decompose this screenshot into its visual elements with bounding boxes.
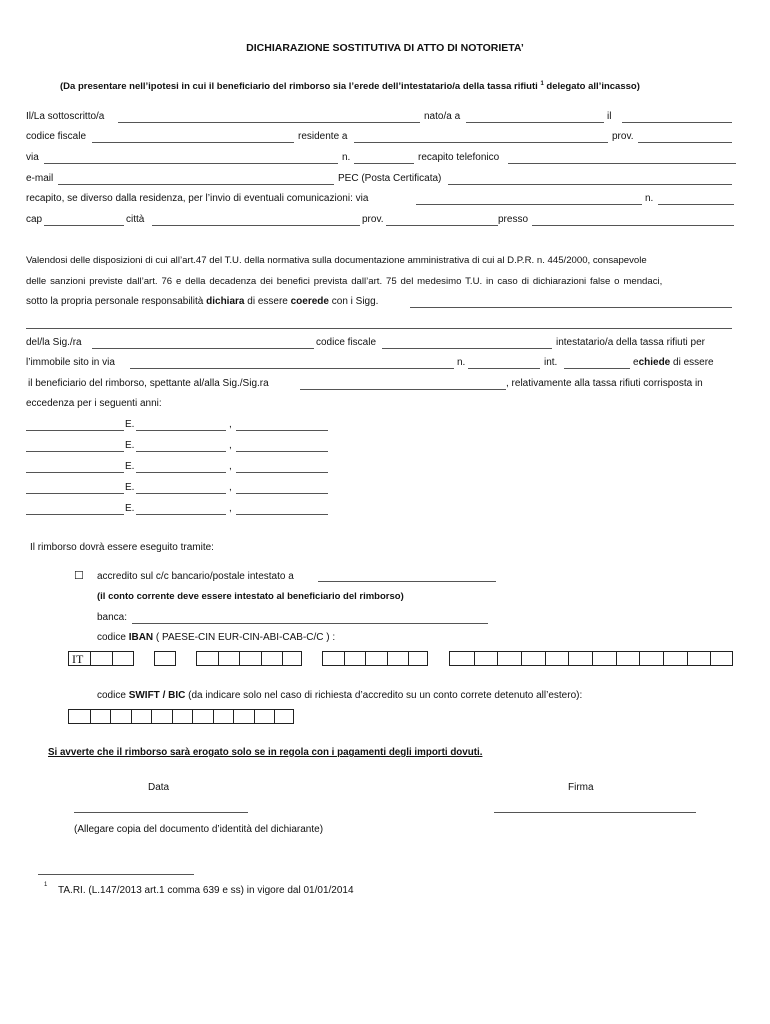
box-cell [408, 652, 409, 665]
label-int: int. [544, 357, 558, 368]
field-codice-fiscale[interactable] [92, 142, 294, 143]
field-importo[interactable] [136, 451, 226, 452]
field-importo-decimali[interactable] [236, 514, 328, 515]
label-comma: , [229, 503, 232, 514]
box-cell [592, 652, 593, 665]
label-codice-fiscale: codice fiscale [26, 131, 87, 142]
label-presso: presso [498, 214, 529, 225]
field-cap[interactable] [44, 225, 124, 226]
label-della-sig: del/la Sig./ra [26, 337, 82, 348]
text-e: e [633, 357, 639, 368]
field-banca[interactable] [132, 623, 488, 624]
field-anno[interactable] [26, 472, 124, 473]
subtitle-text: (Da presentare nell’ipotesi in cui il beneficiario del rimborso sia l’erede dell’intestatario/a della tassa rifiuti [60, 81, 538, 93]
document-subtitle [60, 81, 640, 92]
label-euro: E. [125, 440, 135, 451]
text-chiede: chiede [638, 357, 671, 368]
text-di-essere: di essere [247, 296, 288, 307]
box-cell [254, 710, 255, 723]
field-immobile-civico[interactable] [468, 368, 540, 369]
box-cell [387, 652, 388, 665]
field-importo[interactable] [136, 430, 226, 431]
paragraph-line-1: Valendosi delle disposizioni di cui all’art.47 del T.U. della normativa sulla documentazione amministrativa di cui al D.P.R. n. 445/2000, consapevole [26, 255, 647, 266]
label-codice-fiscale2: codice fiscale [316, 337, 377, 348]
label-recapito-diverso: recapito, se diverso dalla residenza, per l’invio di eventuali comunicazioni: via [26, 193, 369, 204]
label-il: il [607, 111, 612, 122]
box-cell [90, 710, 91, 723]
field-coeredi[interactable] [410, 307, 732, 308]
label-relativamente: , relativamente alla tassa rifiuti corrisposta in [506, 378, 703, 389]
label-cap: cap [26, 214, 43, 225]
label-comma: , [229, 482, 232, 493]
iban-paese-cin[interactable] [68, 651, 134, 666]
field-luogo-nascita[interactable] [466, 122, 604, 123]
box-cell [233, 710, 234, 723]
label-data: Data [148, 782, 170, 793]
box-cell [172, 710, 173, 723]
label-n: n. [342, 152, 351, 163]
text-iban-format: ( PAESE-CIN EUR-CIN-ABI-CAB-C/C ) : [155, 632, 336, 643]
text-responsabilita: sotto la propria personale responsabilità [26, 296, 204, 307]
field-anno[interactable] [26, 514, 124, 515]
label-beneficiario: il beneficiario del rimborso, spettante al/alla Sig./Sig.ra [28, 378, 269, 389]
subtitle-end: delegato all’incasso) [546, 81, 640, 93]
accredito-checkbox[interactable]: ☐ [74, 570, 84, 582]
label-intestatario: intestatario/a della tassa rifiuti per [556, 337, 705, 348]
field-telefono[interactable] [508, 163, 736, 164]
field-importo[interactable] [136, 493, 226, 494]
field-intestatario-conto[interactable] [318, 581, 496, 582]
field-via[interactable] [44, 163, 338, 164]
field-nome[interactable] [118, 122, 420, 123]
field-anno[interactable] [26, 451, 124, 452]
iban-cell [90, 652, 91, 665]
text-swift-note: (da indicare solo nel caso di richiesta d’accredito su un conto correte detenuto all’estero): [188, 690, 583, 701]
label-nato: nato/a a [424, 111, 461, 122]
paragraph-line-2: delle sanzioni previste dall’art. 76 e della decadenza dei benefici prevista dall’art. 75 del medesimo T.U. in caso di dichiarazioni false o mendaci, [26, 276, 663, 287]
label-comma: , [229, 419, 232, 430]
text-swift: SWIFT / BIC [128, 690, 186, 701]
label-swift [97, 690, 582, 701]
label-euro: E. [125, 503, 135, 514]
box-cell [213, 710, 214, 723]
label-allegare: (Allegare copia del documento d’identità del dichiarante) [74, 824, 324, 835]
text-di-essere-2: di essere [673, 357, 714, 368]
label-n2: n. [645, 193, 654, 204]
box-cell [239, 652, 240, 665]
text-iban: IBAN [128, 632, 154, 643]
label-immobile: l’immobile sito in via [26, 357, 115, 368]
label-euro: E. [125, 461, 135, 472]
field-defunto[interactable] [92, 348, 314, 349]
box-cell [282, 652, 283, 665]
footnote-separator [38, 874, 194, 875]
iban-abi[interactable] [196, 651, 302, 666]
field-immobile-interno[interactable] [564, 368, 630, 369]
field-data-nascita[interactable] [622, 122, 732, 123]
iban-conto[interactable] [449, 651, 733, 666]
label-firma: Firma [568, 782, 594, 793]
document-title: DICHIARAZIONE SOSTITUTIVA DI ATTO DI NOTORIETA’ [246, 42, 524, 54]
field-importo[interactable] [136, 514, 226, 515]
box-cell [687, 652, 688, 665]
label-residente: residente a [298, 131, 348, 142]
label-eccedenza: eccedenza per i seguenti anni: [26, 398, 162, 409]
label-comma: , [229, 440, 232, 451]
field-recapito-civico[interactable] [658, 204, 734, 205]
label-banca: banca: [97, 612, 128, 623]
field-codice-fiscale-defunto[interactable] [382, 348, 552, 349]
iban-cell [112, 652, 113, 665]
field-importo-decimali[interactable] [236, 472, 328, 473]
box-cell [131, 710, 132, 723]
field-civico[interactable] [354, 163, 414, 164]
field-coeredi-cont[interactable] [26, 328, 732, 329]
footnote-text: TA.RI. (L.147/2013 art.1 comma 639 e ss) in vigore dal 01/01/2014 [58, 885, 354, 896]
field-citta[interactable] [152, 225, 360, 226]
box-cell [151, 710, 152, 723]
field-importo-decimali[interactable] [236, 430, 328, 431]
box-cell [616, 652, 617, 665]
iban-cin[interactable] [154, 651, 176, 666]
field-anno[interactable] [26, 493, 124, 494]
field-prov2[interactable] [386, 225, 498, 226]
box-cell [639, 652, 640, 665]
label-citta: città [126, 214, 145, 225]
box-cell [110, 710, 111, 723]
label-n3: n. [457, 357, 466, 368]
box-cell [218, 652, 219, 665]
label-euro: E. [125, 482, 135, 493]
box-cell [344, 652, 345, 665]
label-via: via [26, 152, 39, 163]
text-coerede: coerede [290, 296, 329, 307]
text-codice: codice [97, 632, 126, 643]
label-email: e-mail [26, 173, 54, 184]
box-cell [521, 652, 522, 665]
box-cell [192, 710, 193, 723]
field-importo-decimali[interactable] [236, 493, 328, 494]
field-anno[interactable] [26, 430, 124, 431]
label-accredito: accredito sul c/c bancario/postale intestato a [97, 571, 294, 582]
field-pec[interactable] [448, 184, 732, 185]
field-importo[interactable] [136, 472, 226, 473]
field-firma[interactable] [494, 812, 696, 813]
box-cell [497, 652, 498, 665]
label-e-chiede [633, 357, 714, 368]
field-data[interactable] [74, 812, 248, 813]
paragraph-line-3 [26, 296, 378, 307]
box-cell [568, 652, 569, 665]
label-codice-iban [97, 632, 335, 643]
field-email[interactable] [58, 184, 334, 185]
text-dichiara: dichiara [206, 296, 245, 307]
label-rimborso-tramite: Il rimborso dovrà essere eseguito tramite: [30, 542, 214, 553]
note-conto: (il conto corrente deve essere intestato al beneficiario del rimborso) [97, 591, 404, 602]
label-comma: , [229, 461, 232, 472]
footnote-mark: 1 [44, 882, 48, 888]
box-cell [274, 710, 275, 723]
box-cell [710, 652, 711, 665]
label-euro: E. [125, 419, 135, 430]
field-immobile-via[interactable] [130, 368, 454, 369]
warning-text: Si avverte che il rimborso sarà erogato solo se in regola con i pagamenti degli importi dovuti. [48, 747, 483, 758]
swift-boxes[interactable] [68, 709, 294, 724]
iban-prefix: IT [72, 652, 84, 666]
label-sottoscritto: Il/La sottoscritto/a [26, 111, 105, 122]
box-cell [365, 652, 366, 665]
text-con-i-sigg: con i Sigg. [331, 296, 379, 307]
label-prov: prov. [612, 131, 634, 142]
footnote-reference: 1 [540, 81, 544, 87]
box-cell [545, 652, 546, 665]
box-cell [474, 652, 475, 665]
field-prov[interactable] [638, 142, 732, 143]
label-pec: PEC (Posta Certificata) [338, 173, 442, 184]
field-recapito-via[interactable] [416, 204, 642, 205]
box-cell [261, 652, 262, 665]
field-importo-decimali[interactable] [236, 451, 328, 452]
label-recapito-telefonico: recapito telefonico [418, 152, 500, 163]
label-prov2: prov. [362, 214, 384, 225]
field-residenza[interactable] [354, 142, 608, 143]
iban-cab[interactable] [322, 651, 428, 666]
field-beneficiario[interactable] [300, 389, 506, 390]
text-codice-swift: codice [97, 690, 126, 701]
field-presso[interactable] [532, 225, 734, 226]
box-cell [663, 652, 664, 665]
